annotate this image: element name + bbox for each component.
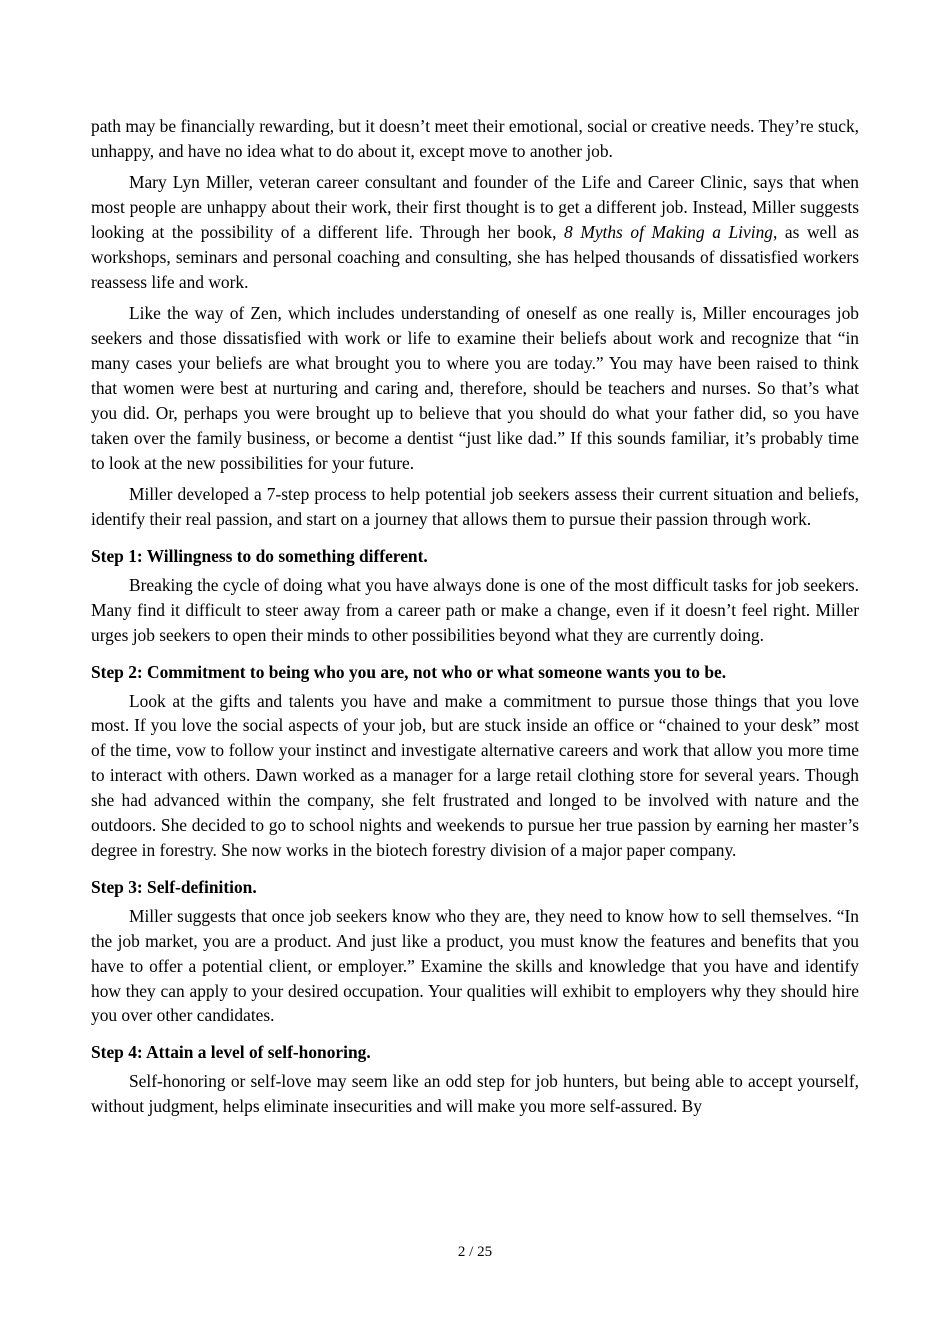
miller-intro-text-after: , as well as workshops, seminars and personal coaching and consulting, she has helped thousands of dissatisfied workers reassess life and work. xyxy=(91,222,859,292)
miller-intro-paragraph xyxy=(91,170,859,295)
step-2-body: Look at the gifts and talents you have and make a commitment to pursue those things that you love most. If you love the social aspects of your job, but are stuck inside an office or “chained to your desk” most of the time, vow to follow your instinct and investigate alternative careers and work that allow you more time to interact with others. Dawn worked as a manager for a large retail clothing store for several years. Though she had advanced within the company, she felt frustrated and longed to be involved with nature and the outdoors. She decided to go to school nights and weekends to pursue her true passion by earning her master’s degree in forestry. She now works in the biotech forestry division of a major paper company. xyxy=(91,690,859,860)
process-paragraph: Miller developed a 7-step process to help potential job seekers assess their current situation and beliefs, identify their real passion, and start on a journey that allows them to pursue their passion through work. xyxy=(91,484,859,530)
page-number: 2 / 25 xyxy=(457,1244,493,1260)
step-3-body: Miller suggests that once job seekers know who they are, they need to know how to sell themselves. “In the job market, you are a product. And just like a product, you must know the features and benefits that you have to offer a potential client, or employer.” Examine the skills and knowledge that you have and identify how they can apply to your desired occupation. Your qualities will exhibit to employers why they should hire you over other candidates. xyxy=(91,905,859,1026)
step-3-heading: Step 3: Self-definition. xyxy=(91,876,257,897)
zen-paragraph: Like the way of Zen, which includes understanding of oneself as one really is, Miller encourages job seekers and those dissatisfied with work or life to examine their beliefs about work and recognize that “in many cases your beliefs are what brought you to where you are today.” You may have been raised to think that women were best at nurturing and caring and, therefore, should be teachers and nurses. So that’s what you did. Or, perhaps you were brought up to believe that you should do what your father did, so you have taken over the family business, or become a dentist “just like dad.” If this sounds familiar, it’s probably time to look at the new possibilities for your future. xyxy=(91,303,859,473)
step-1-body: Breaking the cycle of doing what you have always done is one of the most difficult tasks for job seekers. Many find it difficult to steer away from a career path or make a change, even if it doesn’t feel right. Miller urges job seekers to open their minds to other possibilities beyond what they are currently doing. xyxy=(91,574,859,645)
step-4-heading: Step 4: Attain a level of self-honoring. xyxy=(91,1042,371,1063)
miller-intro-text-before: Mary Lyn Miller, veteran career consultant and founder of the Life and Career Clinic, says that when most people are unhappy about their work, their first thought is to get a different job. Instead, Miller suggests looking at the possibility of a different life. Through her book, xyxy=(91,172,859,243)
book-title: 8 Myths of Making a Living xyxy=(564,222,773,243)
step-1-heading: Step 1: Willingness to do something different. xyxy=(91,546,428,566)
intro-continuation-paragraph: path may be financially rewarding, but it doesn’t meet their emotional, social or creative needs. They’re stuck, unhappy, and have no idea what to do about it, except move to another job. xyxy=(91,116,859,161)
document-page xyxy=(91,114,859,1119)
step-4-body: Self-honoring or self-love may seem like an odd step for job hunters, but being able to accept yourself, without judgment, helps eliminate insecurities and will make you more self-assured. By xyxy=(91,1071,859,1117)
step-2-heading: Step 2: Commitment to being who you are, not who or what someone wants you to be. xyxy=(91,661,727,682)
